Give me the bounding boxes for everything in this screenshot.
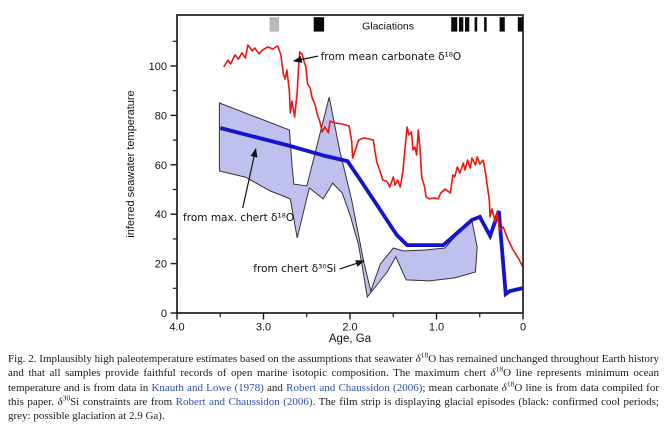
y-tick-label: 40 [154,209,167,222]
y-tick-label: 100 [148,61,167,73]
caption-text: δ [415,353,421,365]
citation-link[interactable]: Knauth and Lowe (1978) [151,381,264,394]
caption-text: O line represents minimum ocean temperature and is from data in [8,367,659,394]
glaciation-bar-confirmed-cool-period [518,17,523,31]
caption-text: 30 [62,393,71,403]
caption-text: and [263,381,287,394]
caption-text: 18 [506,378,515,388]
glaciation-bar-confirmed-cool-period [500,17,505,31]
x-tick-label: 3.0 [255,321,272,334]
glaciation-bar-confirmed-cool-period [459,17,463,31]
glaciation-bar-confirmed-cool-period [451,17,457,31]
x-tick-label: 1.0 [428,321,445,334]
y-axis-label: inferred seawater temperature [125,90,137,238]
caption-text: Si constraints are from [70,395,176,408]
caption-text: . The film strip is displaying glacial episodes (black: confirmed cool periods; grey: possible glaciation at 2.9 Ga). [8,395,659,423]
x-tick-label: 0 [519,321,527,334]
citation-link[interactable]: Robert and Chaussidon (2006) [175,395,313,408]
y-tick-label: 60 [154,159,167,172]
annotation-arrow-2 [340,261,364,269]
figure-caption [8,352,659,423]
caption-text: Fig. 2. Implausibly high paleotemperature estimates based on the assumptions that seawater [8,353,416,365]
glaciation-bar-confirmed-cool-period [475,17,478,31]
caption-text: δ [501,381,507,394]
glaciation-bar-confirmed-cool-period [314,17,324,31]
x-tick-label: 4.0 [169,321,185,334]
glaciation-bar-confirmed-cool-period [484,17,487,31]
caption-text: ; mean carbonate [422,381,502,394]
annotation-label-0: from mean carbonate δ¹⁸O [320,51,462,64]
caption-text: δ [57,395,63,408]
glaciation-bar-possible-glaciation [270,17,280,31]
glaciations-strip-label: Glaciations [362,20,415,33]
annotation-arrow-0 [294,56,318,61]
y-tick-label: 20 [154,258,167,271]
y-tick-label: 0 [160,308,167,320]
x-axis-label: Age, Ga [328,333,372,345]
annotation-label-1: from max. chert δ¹⁸O [183,212,295,225]
y-tick-label: 80 [154,110,167,123]
x-tick-label: 2.0 [342,321,358,334]
glaciation-bar-confirmed-cool-period [465,17,469,31]
caption-text: 18 [495,364,504,374]
caption-text: 18 [420,350,429,360]
caption-text: O has remained unchanged throughout Earth history and that all samples provide faithful records of open marine isotopic composition. The maximum chert [8,353,659,380]
caption-text: O line is from data compiled for this paper. [8,381,659,408]
citation-link[interactable]: Robert and Chaussidon (2006) [286,381,423,394]
caption-text: δ [490,367,496,380]
annotation-label-2: from chert δ³⁰Si [253,262,337,275]
